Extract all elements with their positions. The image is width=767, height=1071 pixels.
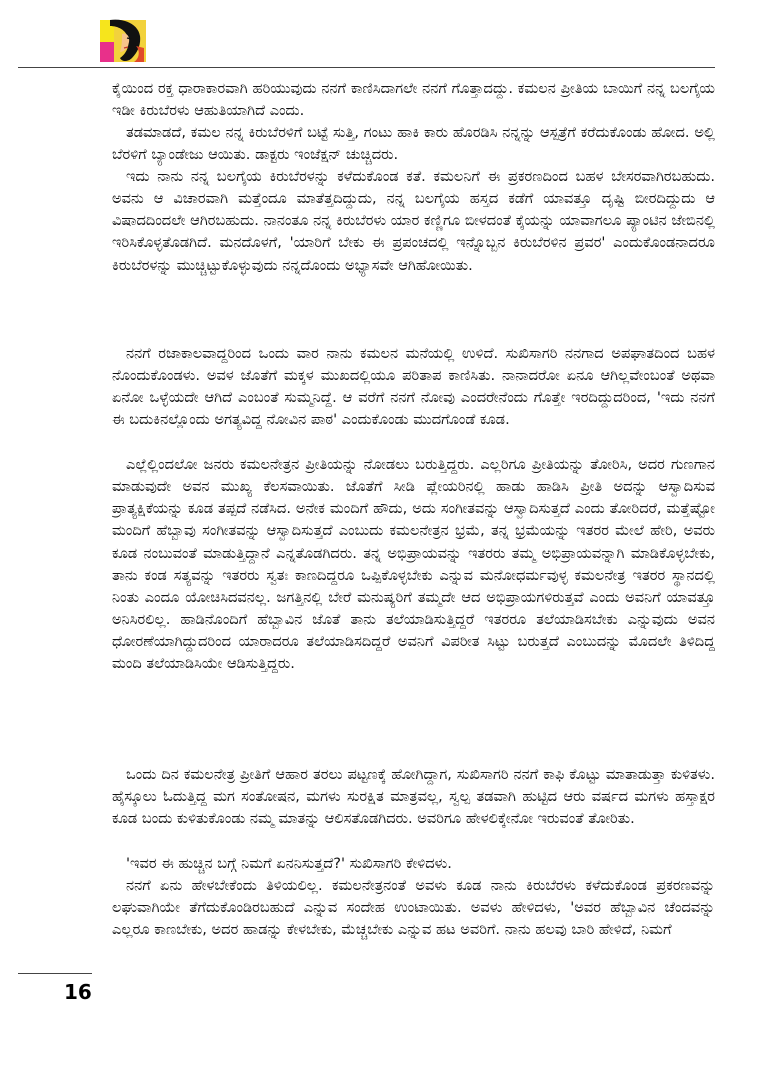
paragraph: ಕೈಯಿಂದ ರಕ್ತ ಧಾರಾಕಾರವಾಗಿ ಹರಿಯುವುದು ನನಗೆ ಕಾಣಿಸಿದಾಗಲೇ ನನಗೆ ಗೊತ್ತಾದದ್ದು. ಕಮಲನ ಪ್ರೀತಿಯ ಬಾಯಿಗೆ ನನ್ನ ಬಲಗೈಯ ಇಡೀ ಕಿರುಬೆರಳು ಆಹುತಿಯಾಗಿದೆ ಎಂದು. [112, 80, 715, 120]
publisher-logo-icon [100, 18, 146, 64]
paragraph: ಎಲ್ಲೆಲ್ಲಿಂದಲೋ ಜನರು ಕಮಲನೇತ್ರನ ಪ್ರೀತಿಯನ್ನು ನೋಡಲು ಬರುತ್ತಿದ್ದರು. ಎಲ್ಲರಿಗೂ ಪ್ರೀತಿಯನ್ನು ತೋರಿಸಿ, ಅದರ ಗುಣಗಾನ ಮಾಡುವುದೇ ಅವನ ಮುಖ್ಯ ಕೆಲಸವಾಯಿತು. ಜೊತೆಗೆ ಸೀಡಿ ಪ್ಲೇಯರಿನಲ್ಲಿ ಹಾಡು ಹಾಡಿಸಿ ಪ್ರೀತಿ ಅದನ್ನು ಆಸ್ವಾದಿಸುವ ಪ್ರಾತ್ಯಕ್ಷಿಕೆಯನ್ನು ಕೂಡ ತಪ್ಪದೆ ನಡೆಸಿದ. ಅನೇಕ ಮಂದಿಗೆ ಹೌದು, ಅದು ಸಂಗೀತವನ್ನು ಆಸ್ವಾದಿಸುತ್ತದೆ ಎಂದು ತೋರಿದರೆ, ಮತ್ತೆಷ್ಟೋ ಮಂದಿಗೆ ಹೆಬ್ಬಾವು ಸಂಗೀತವನ್ನು ಆಸ್ವಾದಿಸುತ್ತದೆ ಎಂಬುದು ಕಮಲನೇತ್ರನ ಭ್ರಮೆ, ತನ್ನ ಭ್ರಮೆಯನ್ನು ಇತರರ ಮೇಲೆ ಹೇರಿ, ಅವರು ಕೂಡ ನಂಬುವಂತೆ ಮಾಡುತ್ತಿದ್ದಾನೆ ಎನ್ನತೊಡಗಿದರು. ತನ್ನ ಅಭಿಪ್ರಾಯವನ್ನು ಇತರರು ತಮ್ಮ ಅಭಿಪ್ರಾಯವನ್ನಾಗಿ ಮಾಡಿಕೊಳ್ಳಬೇಕು, ತಾನು ಕಂಡ ಸತ್ಯವನ್ನು ಇತರರು ಸ್ವತಃ ಕಾಣದಿದ್ದರೂ ಒಪ್ಪಿಕೊಳ್ಳಬೇಕು ಎನ್ನುವ ಮನೋಧರ್ಮವುಳ್ಳ ಕಮಲನೇತ್ರ ಇತರರ ಸ್ಥಾನದಲ್ಲಿ ನಿಂತು ಎಂದೂ ಯೋಚಿಸಿದವನಲ್ಲ. ಜಗತ್ತಿನಲ್ಲಿ ಬೇರೆ ಮನುಷ್ಯರಿಗೆ ತಮ್ಮದೇ ಆದ ಅಭಿಪ್ರಾಯಗಳಿರುತ್ತವೆ ಎಂದು ಅವನಿಗೆ ಯಾವತ್ತೂ ಅನಿಸಿರಲಿಲ್ಲ. ಹಾಡಿನೊಂದಿಗೆ ಹೆಬ್ಬಾವಿನ ಜೊತೆ ತಾನು ತಲೆಯಾಡಿಸುತ್ತಿದ್ದರೆ ಇತರರೂ ತಲೆಯಾಡಿಸಬೇಕು ಎನ್ನುವುದು ಅವನ ಧೋರಣೆಯಾಗಿದ್ದುದರಿಂದ ಯಾರಾದರೂ ತಲೆಯಾಡಿಸದಿದ್ದರೆ ಅವನಿಗೆ ವಿಪರೀತ ಸಿಟ್ಟು ಬರುತ್ತದೆ ಎಂಬುದನ್ನು ಮೊದಲೇ ತಿಳಿದಿದ್ದ ಮಂದಿ ತಲೆಯಾಡಿಸಿಯೇ ಆಡಿಸುತ್ತಿದ್ದರು. [112, 456, 715, 673]
footer-rule [18, 973, 92, 974]
paragraph: ನನಗೆ ರಜಾಕಾಲವಾದ್ದರಿಂದ ಒಂದು ವಾರ ನಾನು ಕಮಲನ ಮನೆಯಲ್ಲಿ ಉಳಿದೆ. ಸುಖಿಸಾಗರಿ ನನಗಾದ ಅಪಘಾತದಿಂದ ಬಹಳ ನೊಂದುಕೊಂಡಳು. ಅವಳ ಜೊತೆಗೆ ಮಕ್ಕಳ ಮುಖದಲ್ಲಿಯೂ ಪರಿತಾಪ ಕಾಣಿಸಿತು. ನಾನಾದರೋ ಏನೂ ಆಗಿಲ್ಲವೇಂಬಂತೆ ಅಥವಾ ಏನೋ ಒಳ್ಳೆಯದೇ ಆಗಿದೆ ಎಂಬಂತೆ ಸುಮ್ಮನಿದ್ದೆ. ಆ ವರೆಗೆ ನನಗೆ ನೋವು ಎಂದರೇನೆಂದು ಗೊತ್ತೇ ಇರದಿದ್ದುದರಿಂದ, 'ಇದು ನನಗೆ ಈ ಬದುಕಿನಲ್ಲೊಂದು ಅಗತ್ಯವಿದ್ದ ನೋವಿನ ಪಾಠ' ಎಂದುಕೊಂಡು ಮುದಗೊಂಡೆ ಕೂಡ. [112, 345, 715, 429]
paragraph: ತಡಮಾಡದೆ, ಕಮಲ ನನ್ನ ಕಿರುಬೆರಳಿಗೆ ಬಟ್ಟೆ ಸುತ್ತಿ, ಗಂಟು ಹಾಕಿ ಕಾರು ಹೊರಡಿಸಿ ನನ್ನನ್ನು ಆಸ್ಪತ್ರೆಗೆ ಕರೆದುಕೊಂಡು ಹೋದ. ಅಲ್ಲಿ ಬೆರಳಿಗೆ ಬ್ಯಾಂಡೇಜು ಆಯಿತು. ಡಾಕ್ಟರು ಇಂಜೆಕ್ಷನ್ ಚುಚ್ಚಿದರು. [112, 124, 715, 164]
paragraph: ನನಗೆ ಏನು ಹೇಳಬೇಕೆಂದು ತಿಳಿಯಲಿಲ್ಲ. ಕಮಲನೇತ್ರನಂತೆ ಅವಳು ಕೂಡ ನಾನು ಕಿರುಬೆರಳು ಕಳೆದುಕೊಂಡ ಪ್ರಕರಣವನ್ನು ಲಘುವಾಗಿಯೇ ತೆಗೆದುಕೊಂಡಿರಬಹುದೆ ಎನ್ನುವ ಸಂದೇಹ ಉಂಟಾಯಿತು. ಅವಳು ಹೇಳಿದಳು, 'ಅವರ ಹೆಬ್ಬಾವಿನ ಚೆಂದವನ್ನು ಎಲ್ಲರೂ ಕಾಣಬೇಕು, ಅದರ ಹಾಡನ್ನು ಕೇಳಬೇಕು, ಮೆಚ್ಚಬೇಕು ಎನ್ನುವ ಹಟ ಅವರಿಗೆ. ನಾನು ಹಲವು ಬಾರಿ ಹೇಳಿದೆ, ನಿಮಗೆ [112, 877, 715, 939]
paragraph: ಒಂದು ದಿನ ಕಮಲನೇತ್ರ ಪ್ರೀತಿಗೆ ಆಹಾರ ತರಲು ಪಟ್ಟಣಕ್ಕೆ ಹೋಗಿದ್ದಾಗ, ಸುಖಿಸಾಗರಿ ನನಗೆ ಕಾಫಿ ಕೊಟ್ಟು ಮಾತಾಡುತ್ತಾ ಕುಳಿತಳು. ಹೈಸ್ಕೂಲು ಓದುತ್ತಿದ್ದ ಮಗ ಸಂತೋಷನ, ಮಗಳು ಸುರಕ್ಷಿತ ಮಾತ್ರವಲ್ಲ, ಸ್ವಲ್ಪ ತಡವಾಗಿ ಹುಟ್ಟಿದ ಆರು ವರ್ಷದ ಮಗಳು ಹಸ್ತಾಕ್ಷರ ಕೂಡ ಬಂದು ಕುಳಿತುಕೊಂಡು ನಮ್ಮ ಮಾತನ್ನು ಆಲಿಸತೊಡಗಿದರು. ಅವರಿಗೂ ಹೇಳಲಿಕ್ಕೇನೋ ಇರುವಂತೆ ತೋರಿತು. [112, 766, 715, 828]
paragraph: ಇದು ನಾನು ನನ್ನ ಬಲಗೈಯ ಕಿರುಬೆರಳನ್ನು ಕಳೆದುಕೊಂಡ ಕತೆ. ಕಮಲನಿಗೆ ಈ ಪ್ರಕರಣದಿಂದ ಬಹಳ ಬೇಸರವಾಗಿರಬಹುದು. ಅವನು ಆ ವಿಚಾರವಾಗಿ ಮತ್ತೆಂದೂ ಮಾತೆತ್ತದಿದ್ದುದು, ನನ್ನ ಬಲಗೈಯ ಹಸ್ತದ ಕಡೆಗೆ ಯಾವತ್ತೂ ದೃಷ್ಟಿ ಬೀರದಿದ್ದುದು ಆ ವಿಷಾದದಿಂದಲೇ ಆಗಿರಬಹುದು. ನಾನಂತೂ ನನ್ನ ಕಿರುಬೆರಳು ಯಾರ ಕಣ್ಣಿಗೂ ಬೀಳದಂತೆ ಕೈಯನ್ನು ಯಾವಾಗಲೂ ಪ್ಯಾಂಟಿನ ಜೇಬಿನಲ್ಲಿ ಇರಿಸಿಕೊಳ್ಳತೊಡಗಿದೆ. ಮನದೊಳಗೆ, 'ಯಾರಿಗೆ ಬೇಕು ಈ ಪ್ರಪಂಚದಲ್ಲಿ ಇನ್ನೊಬ್ಬನ ಕಿರುಬೆರಳಿನ ಪ್ರವರ' ಎಂದುಕೊಂಡನಾದರೂ ಕಿರುಬೆರಳನ್ನು ಮುಚ್ಚಿಟ್ಟುಕೊಳ್ಳುವುದು ನನ್ನದೊಂದು ಅಭ್ಯಾಸವೇ ಆಗಿಹೋಯಿತು. [112, 168, 715, 274]
header-rule [18, 67, 715, 68]
page-body [112, 78, 715, 964]
page-number: 16 [64, 980, 92, 1004]
paragraph: 'ಇವರ ಈ ಹುಚ್ಚಿನ ಬಗ್ಗೆ ನಿಮಗೆ ಏನನಿಸುತ್ತದೆ?' ಸುಖಿಸಾಗರಿ ಕೇಳಿದಳು. [126, 855, 452, 872]
